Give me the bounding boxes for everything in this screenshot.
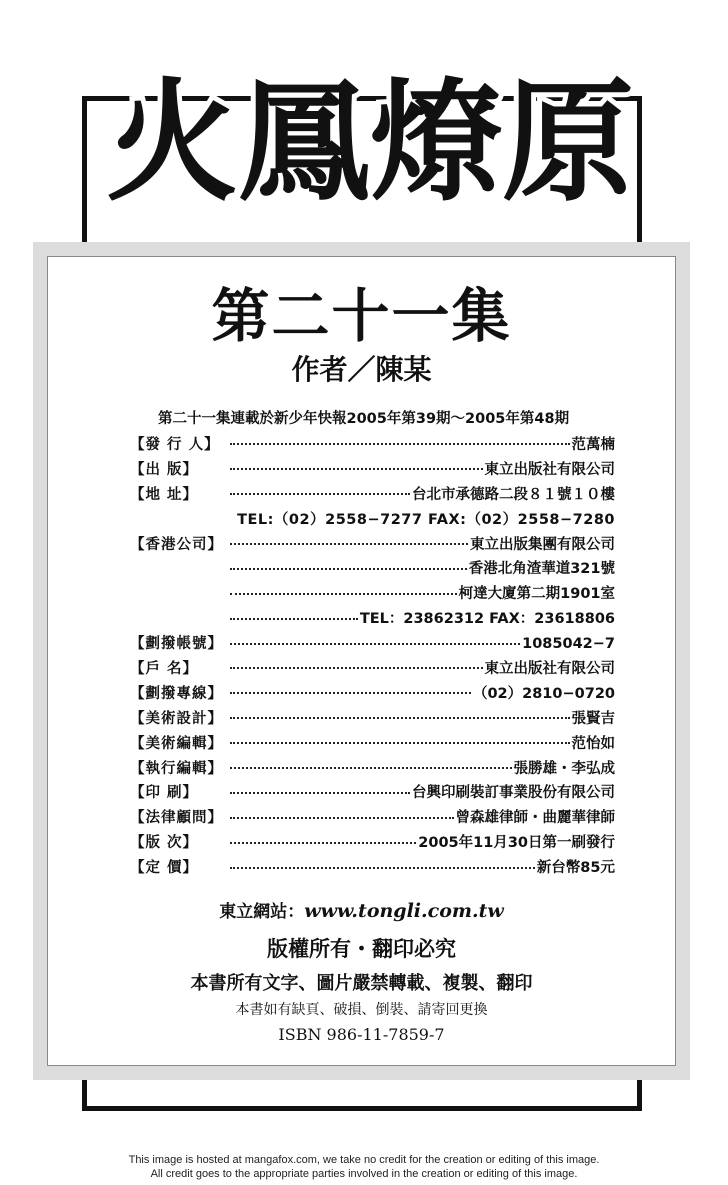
info-label: 【發 行 人】 <box>130 437 220 453</box>
leader-dots <box>230 462 483 470</box>
copyright-notice: 版權所有・翻印必究 <box>267 936 456 961</box>
info-row <box>130 707 615 732</box>
info-value: 2005年11月30日第一刷發行 <box>418 835 615 852</box>
info-value: 張勝雄・李弘成 <box>513 760 615 777</box>
leader-dots <box>230 736 570 744</box>
leader-dots <box>230 786 410 794</box>
leader-dots <box>230 537 468 545</box>
website-label: 東立網站： <box>219 902 305 922</box>
reproduction-notice: 本書所有文字、圖片嚴禁轉載、複製、翻印 <box>190 973 533 994</box>
leader-dots <box>230 637 520 645</box>
info-value: 東立出版社有限公司 <box>484 661 615 678</box>
info-label: 【執行編輯】 <box>130 760 223 777</box>
author-line: 作者／陳某 <box>291 353 432 386</box>
info-label: 【香港公司】 <box>130 536 223 553</box>
info-row <box>130 557 615 582</box>
leader-dots <box>230 761 512 769</box>
info-row <box>130 732 615 757</box>
info-value: （02）2810−0720 <box>472 685 615 702</box>
website-url[interactable]: www.tongli.com.tw <box>304 900 504 922</box>
info-value: 張賢吉 <box>571 710 615 727</box>
disclaimer-line-1: This image is hosted at mangafox.com, we take no credit for the creation or editing of this image. <box>128 1154 600 1166</box>
info-row <box>130 483 615 508</box>
info-row <box>130 657 615 682</box>
info-label: 【出 版】 <box>130 461 199 478</box>
info-value: 東立出版集團有限公司 <box>470 536 615 553</box>
info-label: 【美術編輯】 <box>130 735 223 752</box>
info-row <box>130 433 615 458</box>
info-label: 【定 價】 <box>130 860 199 877</box>
serialization-note: 第二十一集連載於新少年快報2005年第39期～2005年第48期 <box>158 411 570 427</box>
info-row <box>130 781 615 806</box>
leader-dots <box>230 836 416 844</box>
info-label: 【法律顧問】 <box>130 810 223 827</box>
info-row <box>130 632 615 657</box>
leader-dots <box>230 861 535 869</box>
leader-dots <box>230 487 410 495</box>
info-value: 台北市承德路二段８１號１０樓 <box>412 486 615 503</box>
series-title-logo <box>96 18 644 238</box>
colophon-panel <box>33 242 690 1080</box>
info-row <box>130 508 615 533</box>
info-value: TEL：23862312 FAX：23618806 <box>359 611 615 628</box>
leader-dots <box>230 437 570 445</box>
info-label: 【美術設計】 <box>130 710 223 727</box>
info-row <box>130 757 615 782</box>
leader-dots <box>230 811 454 819</box>
colophon-page <box>47 256 676 1066</box>
info-value: 香港北角渣華道321號 <box>468 561 615 578</box>
info-row <box>130 533 615 558</box>
leader-dots <box>230 686 471 694</box>
info-value: 1085042−7 <box>522 636 615 653</box>
info-value: 台興印刷裝訂事業股份有限公司 <box>412 785 615 802</box>
info-label: 【版 次】 <box>130 835 199 852</box>
info-value: TEL:（02）2558−7277 FAX:（02）2558−7280 <box>237 511 615 528</box>
series-title-text: 火鳳燎原 <box>106 66 634 220</box>
website-line[interactable] <box>48 897 675 922</box>
info-label: 【印 刷】 <box>130 785 199 802</box>
info-row <box>130 856 615 881</box>
info-value: 柯達大廈第二期1901室 <box>458 586 615 603</box>
leader-dots <box>230 612 358 620</box>
info-label: 【劃撥帳號】 <box>130 636 223 653</box>
publication-info-list <box>130 433 615 881</box>
leader-dots <box>230 711 570 719</box>
info-value: 東立出版社有限公司 <box>484 461 615 478</box>
info-value: 曾森雄律師・曲麗華律師 <box>455 810 615 827</box>
info-value: 新台幣85元 <box>536 860 615 877</box>
hosting-disclaimer <box>0 1153 728 1181</box>
volume-title: 第二十一集 <box>211 282 512 350</box>
info-row <box>130 831 615 856</box>
disclaimer-line-2: All credit goes to the appropriate parties involved in the creation or editing of this image. <box>150 1168 578 1180</box>
info-row <box>130 806 615 831</box>
leader-dots <box>230 562 467 570</box>
info-row <box>130 682 615 707</box>
info-row <box>130 607 615 632</box>
info-value: 范怡如 <box>571 735 615 752</box>
info-value: 范萬楠 <box>571 437 615 453</box>
info-label: 【劃撥專線】 <box>130 685 223 702</box>
info-label: 【地 址】 <box>130 486 199 503</box>
info-row <box>130 458 615 483</box>
leader-dots <box>230 661 483 669</box>
isbn: ISBN 986-11-7859-7 <box>278 1025 445 1044</box>
leader-dots <box>230 587 457 595</box>
info-row <box>130 582 615 607</box>
info-label: 【戶 名】 <box>130 661 199 678</box>
defect-return-note: 本書如有缺頁、破損、倒裝、請寄回更換 <box>235 1002 488 1018</box>
